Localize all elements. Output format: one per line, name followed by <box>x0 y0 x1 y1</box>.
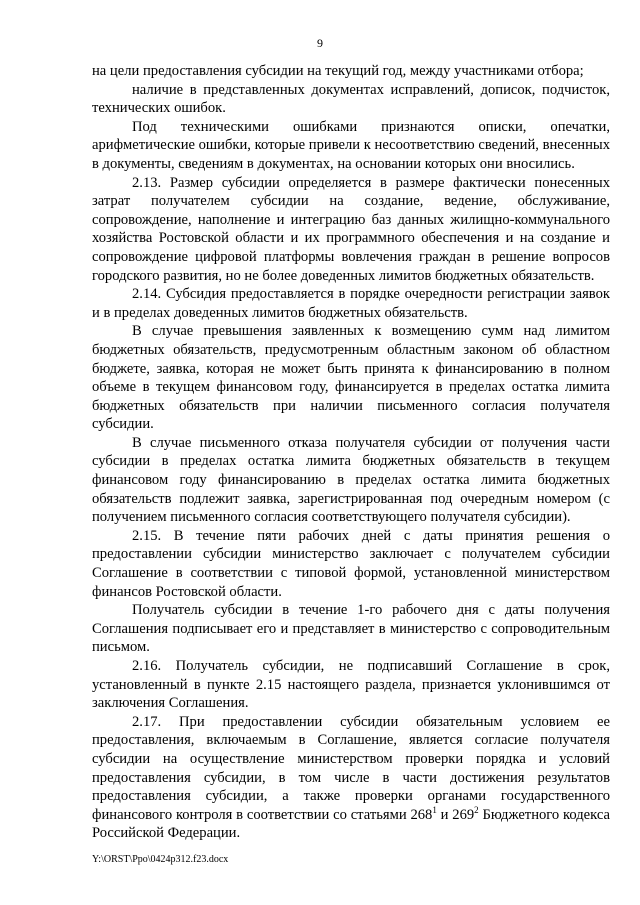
paragraph: наличие в представленных документах исправлений, дописок, подчисток, технических ошибок. <box>92 81 610 117</box>
paragraph-text: 2.17. При предоставлении субсидии обязательным условием ее предоставления, включаемым в Соглашение, является согласие получателя субсидии на осуществление министерством проверки порядка и условий предоставления субсидии, в том числе в части достижения результатов предоставления субсидии, а также проверки органами государственного финансового контроля в соответствии со статьями 268 <box>92 713 610 823</box>
superscript: 1 <box>432 804 437 815</box>
paragraph: В случае превышения заявленных к возмещению сумм над лимитом бюджетных обязательств, предусмотренным областным законом об областном бюджете, заявка, которая не может быть принята к финансированию в полном объеме в текущем финансовом году, финансируется в пределах остатка лимита бюджетных обязательств при наличии письменного согласия получателя субсидии. <box>92 323 610 433</box>
paragraph-2-13: 2.13. Размер субсидии определяется в размере фактически понесенных затрат получателем субсидии на создание, ведение, обслуживание, сопровождение, наполнение и интеграцию баз данных жилищно-коммунального хозяйства Ростовской области и их программного обеспечения и на создание и сопровождение цифровой платформы вовлечения граждан в решение вопросов городского развития, но не более доведенных лимитов бюджетных обязательств. <box>92 174 610 284</box>
paragraph: Получатель субсидии в течение 1-го рабочего дня с даты получения Соглашения подписывает его и представляет в министерство с сопроводительным письмом. <box>92 602 610 656</box>
paragraph-text: и 269 <box>436 806 475 823</box>
page-number: 9 <box>317 36 323 50</box>
document-body <box>92 62 610 843</box>
paragraph-text: Бюджетного кодекса Российской Федерации. <box>92 806 611 842</box>
paragraph: на цели предоставления субсидии на текущий год, между участниками отбора; <box>92 63 584 79</box>
superscript: 2 <box>474 804 479 815</box>
paragraph-2-14: 2.14. Субсидия предоставляется в порядке очередности регистрации заявок и в пределах доведенных лимитов бюджетных обязательств. <box>92 286 610 321</box>
paragraph-2-16: 2.16. Получатель субсидии, не подписавший Соглашение в срок, установленный в пункте 2.15 настоящего раздела, признается уклонившимся от заключения Соглашения. <box>92 658 610 712</box>
paragraph-2-17 <box>92 713 610 843</box>
file-path-footer: Y:\ORST\Ppo\0424p312.f23.docx <box>92 854 229 865</box>
paragraph-2-15: 2.15. В течение пяти рабочих дней с даты принятия решения о предоставлении субсидии министерство заключает с получателем субсидии Соглашение в соответствии с типовой формой, установленной министерством финансов Ростовской области. <box>92 527 610 600</box>
paragraph: В случае письменного отказа получателя субсидии от получения части субсидии в пределах остатка лимита бюджетных обязательств в текущем финансовом году финансированию в пределах остатка лимита бюджетных обязательств подлежит заявка, зарегистрированная под очередным номером (с получением письменного согласия соответствующего получателя субсидии). <box>92 434 610 526</box>
paragraph: Под техническими ошибками признаются описки, опечатки, арифметические ошибки, которые привели к несоответствию сведений, внесенных в документы, сведениям в документах, на основании которых они вносились. <box>92 118 610 172</box>
